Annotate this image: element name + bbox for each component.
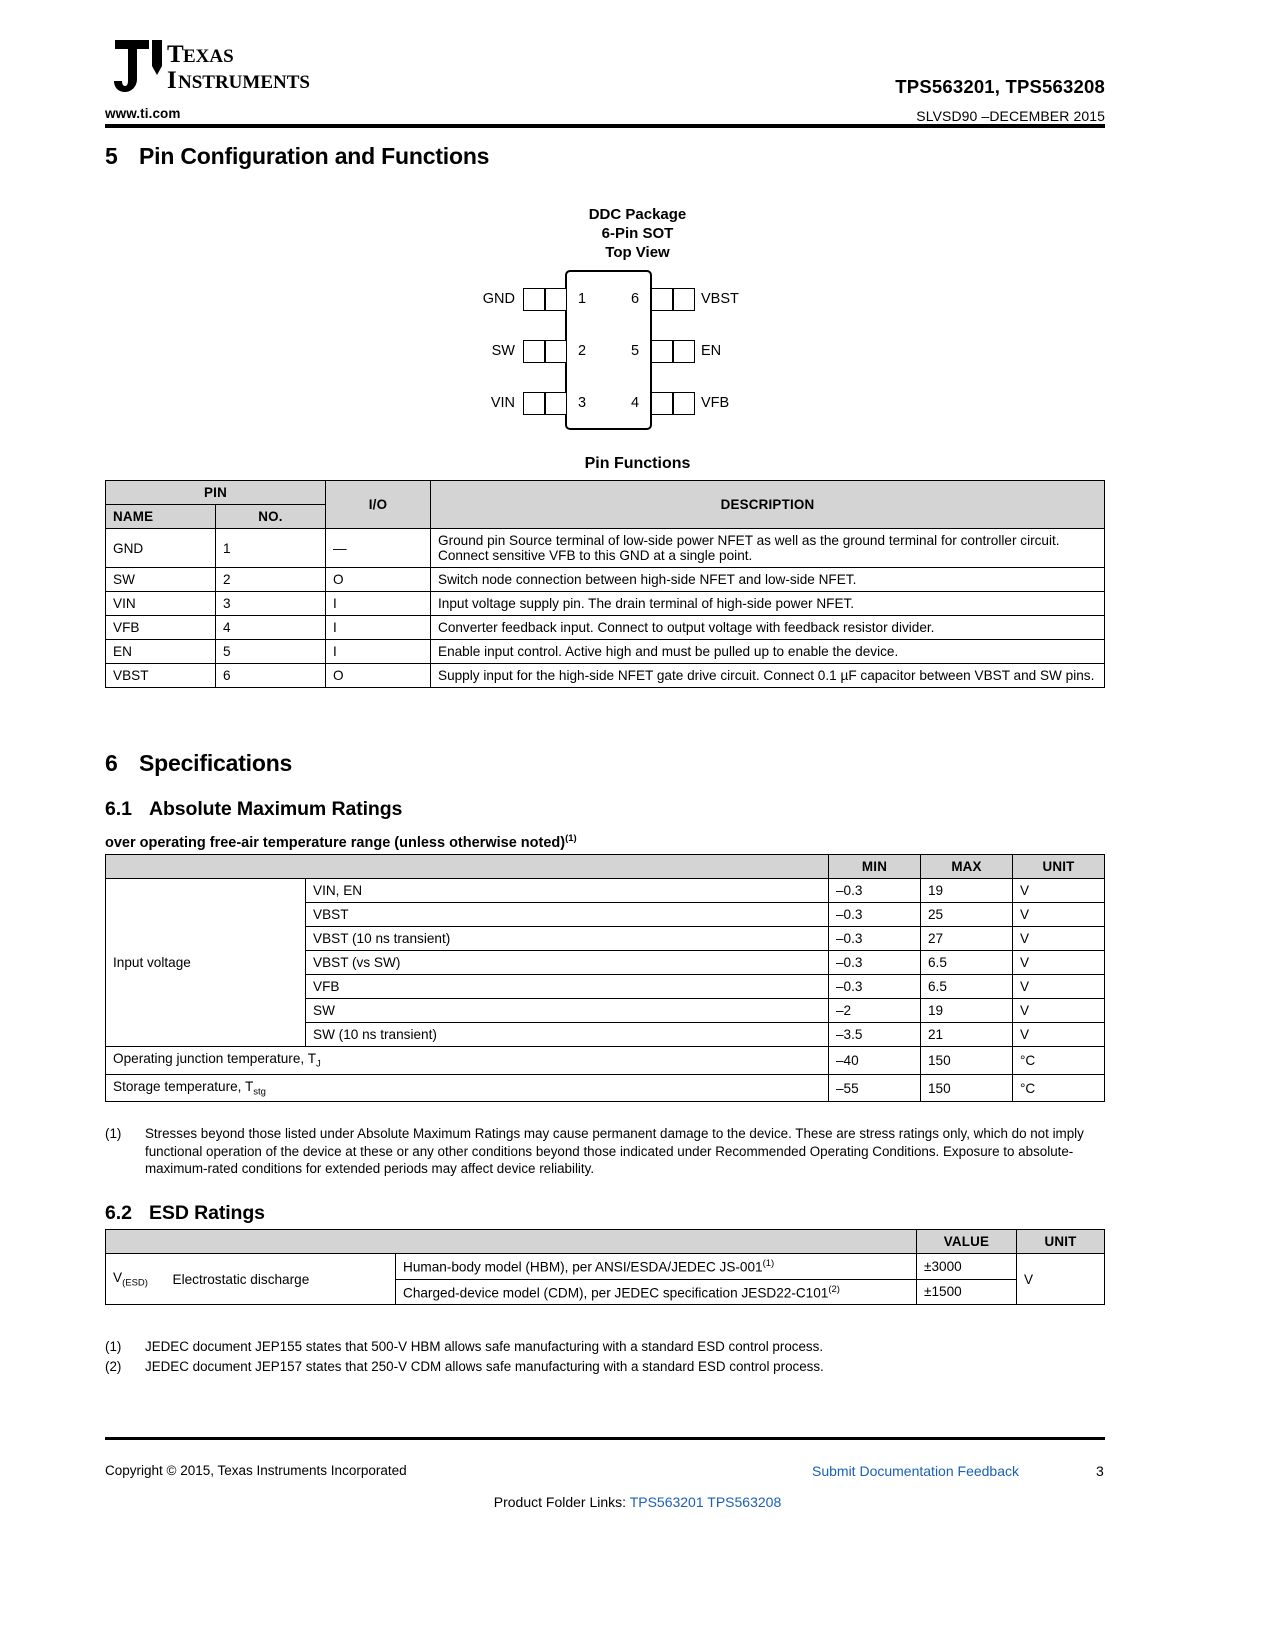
table-row [106, 640, 1105, 664]
col-no: NO. [216, 505, 326, 529]
cell-param-operating-junction-temp [106, 1047, 829, 1075]
texas-instruments-logo [105, 38, 335, 94]
section-6-2-number: 6.2 [105, 1202, 132, 1224]
cell-min: –55 [829, 1074, 921, 1102]
operating-junction-temp-subscript: J [316, 1058, 321, 1070]
cell-pin-desc: Ground pin Source terminal of low-side power NFET as well as the ground terminal for controller circuit. Connect sensitive VFB to this GND at a single point. [431, 529, 1105, 568]
abs-max-caption-footnote-ref: (1) [565, 833, 577, 844]
cell-param: SW [306, 999, 829, 1023]
table-row [106, 1254, 1105, 1280]
svg-text:NSTRUMENTS: NSTRUMENTS [178, 72, 310, 93]
footnote-text: Stresses beyond those listed under Absolute Maximum Ratings may cause permanent damage to the device. These are stress ratings only, which do not imply functional operation of the device at these or any other conditions beyond those indicated under Recommended Operating Conditions. Exposure to absolute-maximum-rated conditions for extended periods may affect device reliability. [145, 1126, 1084, 1176]
cell-unit: °C [1013, 1047, 1105, 1075]
cell-param: VBST (vs SW) [306, 951, 829, 975]
esd-symbol-subscript: (ESD) [122, 1277, 148, 1289]
cell-pin-io: O [326, 568, 431, 592]
cell-unit: V [1013, 999, 1105, 1023]
cell-max: 150 [921, 1047, 1013, 1075]
section-5-heading [105, 143, 489, 170]
cell-param: VFB [306, 975, 829, 999]
pin-number-6: 6 [630, 291, 640, 307]
table-row [106, 1074, 1105, 1102]
table-row [106, 592, 1105, 616]
cell-esd-symbol [106, 1254, 166, 1305]
cell-pin-desc: Supply input for the high-side NFET gate drive circuit. Connect 0.1 µF capacitor between VBST and SW pins. [431, 664, 1105, 688]
col-io: I/O [326, 481, 431, 529]
pin-lead-6 [651, 288, 695, 311]
pin-number-5: 5 [630, 343, 640, 359]
cell-max: 6.5 [921, 975, 1013, 999]
cell-pin-name: GND [106, 529, 216, 568]
svg-text:T: T [167, 41, 184, 68]
footnote-marker: (2) [105, 1359, 122, 1374]
package-pincount: 6-Pin SOT [601, 225, 674, 242]
pin-number-2: 2 [577, 343, 587, 359]
absolute-maximum-ratings-table [105, 854, 1105, 1102]
cell-unit: V [1013, 951, 1105, 975]
cell-min: –40 [829, 1047, 921, 1075]
copyright-notice: Copyright © 2015, Texas Instruments Incorporated [105, 1463, 407, 1478]
cell-min: –3.5 [829, 1023, 921, 1047]
svg-text:EXAS: EXAS [183, 46, 234, 67]
page-number: 3 [1096, 1463, 1104, 1479]
cell-max: 21 [921, 1023, 1013, 1047]
cell-pin-no: 5 [216, 640, 326, 664]
cell-unit: V [1013, 927, 1105, 951]
product-link-tps563208[interactable]: TPS563208 [707, 1494, 782, 1510]
cell-pin-io: — [326, 529, 431, 568]
pin-functions-table [105, 480, 1105, 688]
cell-group-input-voltage: Input voltage [106, 879, 306, 1047]
cell-pin-desc: Switch node connection between high-side NFET and low-side NFET. [431, 568, 1105, 592]
cell-pin-io: O [326, 664, 431, 688]
cell-pin-io: I [326, 592, 431, 616]
cell-pin-name: EN [106, 640, 216, 664]
cell-pin-name: SW [106, 568, 216, 592]
footnote-marker: (1) [105, 1126, 122, 1141]
table-row [106, 879, 1105, 903]
section-6-2-heading [105, 1202, 265, 1225]
pin-lead-1 [523, 288, 567, 311]
pin-lead-4 [651, 392, 695, 415]
table-row [106, 616, 1105, 640]
cell-param: VBST (10 ns transient) [306, 927, 829, 951]
section-6-title: Specifications [139, 750, 293, 776]
document-title: TPS563201, TPS563208 [895, 76, 1105, 97]
pin-name-vin: VIN [490, 395, 515, 411]
package-name: DDC Package [588, 206, 687, 223]
pin-name-sw: SW [491, 343, 515, 359]
table-header-row [106, 1230, 1105, 1254]
submit-documentation-feedback-link[interactable]: Submit Documentation Feedback [812, 1463, 1019, 1479]
cell-esd-unit: V [1017, 1254, 1105, 1305]
product-folder-links [0, 1494, 1275, 1510]
cell-param: SW (10 ns transient) [306, 1023, 829, 1047]
section-6-1-number: 6.1 [105, 798, 132, 820]
pin-configuration-diagram [455, 270, 785, 435]
page-header [105, 34, 1105, 124]
cell-unit: V [1013, 903, 1105, 927]
cell-min: –0.3 [829, 975, 921, 999]
esd-symbol-main: V [113, 1269, 123, 1285]
cell-max: 25 [921, 903, 1013, 927]
cell-esd-value-cdm: ±1500 [917, 1279, 1017, 1305]
pin-number-4: 4 [630, 395, 640, 411]
cell-max: 150 [921, 1074, 1013, 1102]
table-header-row [106, 855, 1105, 879]
cell-max: 6.5 [921, 951, 1013, 975]
section-6-1-heading [105, 798, 402, 821]
cell-pin-no: 4 [216, 616, 326, 640]
abs-max-footnote-1 [105, 1125, 1105, 1178]
pin-functions-caption: Pin Functions [584, 455, 691, 472]
pin-name-gnd: GND [482, 291, 515, 307]
cell-pin-desc: Converter feedback input. Connect to output voltage with feedback resistor divider. [431, 616, 1105, 640]
cell-pin-name: VBST [106, 664, 216, 688]
col-name: NAME [106, 505, 216, 529]
package-title [0, 205, 1275, 262]
section-5-number: 5 [105, 143, 118, 169]
footnote-text: JEDEC document JEP155 states that 500-V HBM allows safe manufacturing with a standard ESD control process. [145, 1339, 824, 1354]
cell-unit: V [1013, 975, 1105, 999]
footer-divider [105, 1437, 1105, 1440]
esd-cdm-footnote-ref: (2) [828, 1283, 840, 1295]
col-parameter [106, 855, 829, 879]
cell-max: 19 [921, 879, 1013, 903]
header-divider [105, 124, 1105, 128]
cell-param: VBST [306, 903, 829, 927]
table-row [106, 529, 1105, 568]
col-unit: UNIT [1013, 855, 1105, 879]
pin-lead-5 [651, 340, 695, 363]
cell-pin-no: 1 [216, 529, 326, 568]
abs-max-caption-text: over operating free-air temperature range (unless otherwise noted) [105, 834, 566, 851]
footnote-marker: (1) [105, 1339, 122, 1354]
esd-footnote-1 [105, 1338, 1105, 1356]
col-max: MAX [921, 855, 1013, 879]
operating-junction-temp-label: Operating junction temperature, T [113, 1051, 317, 1066]
table-row [106, 1047, 1105, 1075]
col-pin: PIN [106, 481, 326, 505]
pin-name-vbst: VBST [701, 291, 739, 307]
pin-lead-2 [523, 340, 567, 363]
pin-name-vfb: VFB [701, 395, 730, 411]
cell-pin-no: 2 [216, 568, 326, 592]
cell-pin-desc: Enable input control. Active high and must be pulled up to enable the device. [431, 640, 1105, 664]
product-folder-label: Product Folder Links: [493, 1494, 627, 1510]
cell-min: –0.3 [829, 903, 921, 927]
cell-max: 27 [921, 927, 1013, 951]
cell-pin-io: I [326, 640, 431, 664]
esd-footnote-2 [105, 1358, 1105, 1376]
cell-pin-name: VIN [106, 592, 216, 616]
cell-min: –0.3 [829, 879, 921, 903]
section-6-2-title: ESD Ratings [149, 1202, 265, 1224]
col-parameter [106, 1230, 917, 1254]
pin-name-en: EN [701, 343, 722, 359]
esd-ratings-table [105, 1229, 1105, 1305]
cell-pin-name: VFB [106, 616, 216, 640]
storage-temp-subscript: stg [253, 1086, 266, 1098]
cell-unit: V [1013, 1023, 1105, 1047]
esd-desc-cdm-text: Charged-device model (CDM), per JEDEC specification JESD22-C101 [403, 1285, 829, 1301]
esd-desc-hbm-text: Human-body model (HBM), per ANSI/ESDA/JEDEC JS-001 [403, 1259, 763, 1275]
package-view: Top View [605, 244, 670, 261]
table-row [106, 568, 1105, 592]
cell-pin-desc: Input voltage supply pin. The drain terminal of high-side power NFET. [431, 592, 1105, 616]
table-header-row-1 [106, 481, 1105, 505]
cell-esd-value-hbm: ±3000 [917, 1254, 1017, 1280]
section-6-1-title: Absolute Maximum Ratings [149, 798, 403, 820]
cell-esd-param-label: Electrostatic discharge [166, 1254, 396, 1305]
col-value: VALUE [917, 1230, 1017, 1254]
cell-esd-desc-hbm [396, 1254, 917, 1280]
col-description: DESCRIPTION [431, 481, 1105, 529]
table-row [106, 664, 1105, 688]
cell-pin-no: 6 [216, 664, 326, 688]
col-min: MIN [829, 855, 921, 879]
section-6-number: 6 [105, 750, 118, 776]
storage-temp-label: Storage temperature, T [113, 1078, 254, 1094]
cell-pin-io: I [326, 616, 431, 640]
cell-unit: °C [1013, 1074, 1105, 1102]
pin-number-1: 1 [577, 291, 587, 307]
section-6-heading [105, 750, 292, 777]
section-5-title: Pin Configuration and Functions [139, 143, 490, 169]
cell-unit: V [1013, 879, 1105, 903]
cell-min: –0.3 [829, 927, 921, 951]
col-unit: UNIT [1017, 1230, 1105, 1254]
pin-number-3: 3 [577, 395, 587, 411]
svg-text:I: I [167, 67, 177, 94]
product-link-tps563201[interactable]: TPS563201 [629, 1494, 704, 1510]
cell-min: –0.3 [829, 951, 921, 975]
cell-esd-desc-cdm [396, 1279, 917, 1305]
pin-lead-3 [523, 392, 567, 415]
cell-min: –2 [829, 999, 921, 1023]
cell-pin-no: 3 [216, 592, 326, 616]
cell-max: 19 [921, 999, 1013, 1023]
footnote-text: JEDEC document JEP157 states that 250-V CDM allows safe manufacturing with a standard ESD control process. [145, 1359, 824, 1374]
esd-hbm-footnote-ref: (1) [762, 1258, 775, 1269]
document-subtitle: SLVSD90 –DECEMBER 2015 [916, 108, 1105, 124]
abs-max-caption [105, 833, 577, 851]
ti-website-link[interactable]: www.ti.com [105, 106, 181, 121]
cell-param-storage-temp [106, 1074, 829, 1102]
cell-param: VIN, EN [306, 879, 829, 903]
